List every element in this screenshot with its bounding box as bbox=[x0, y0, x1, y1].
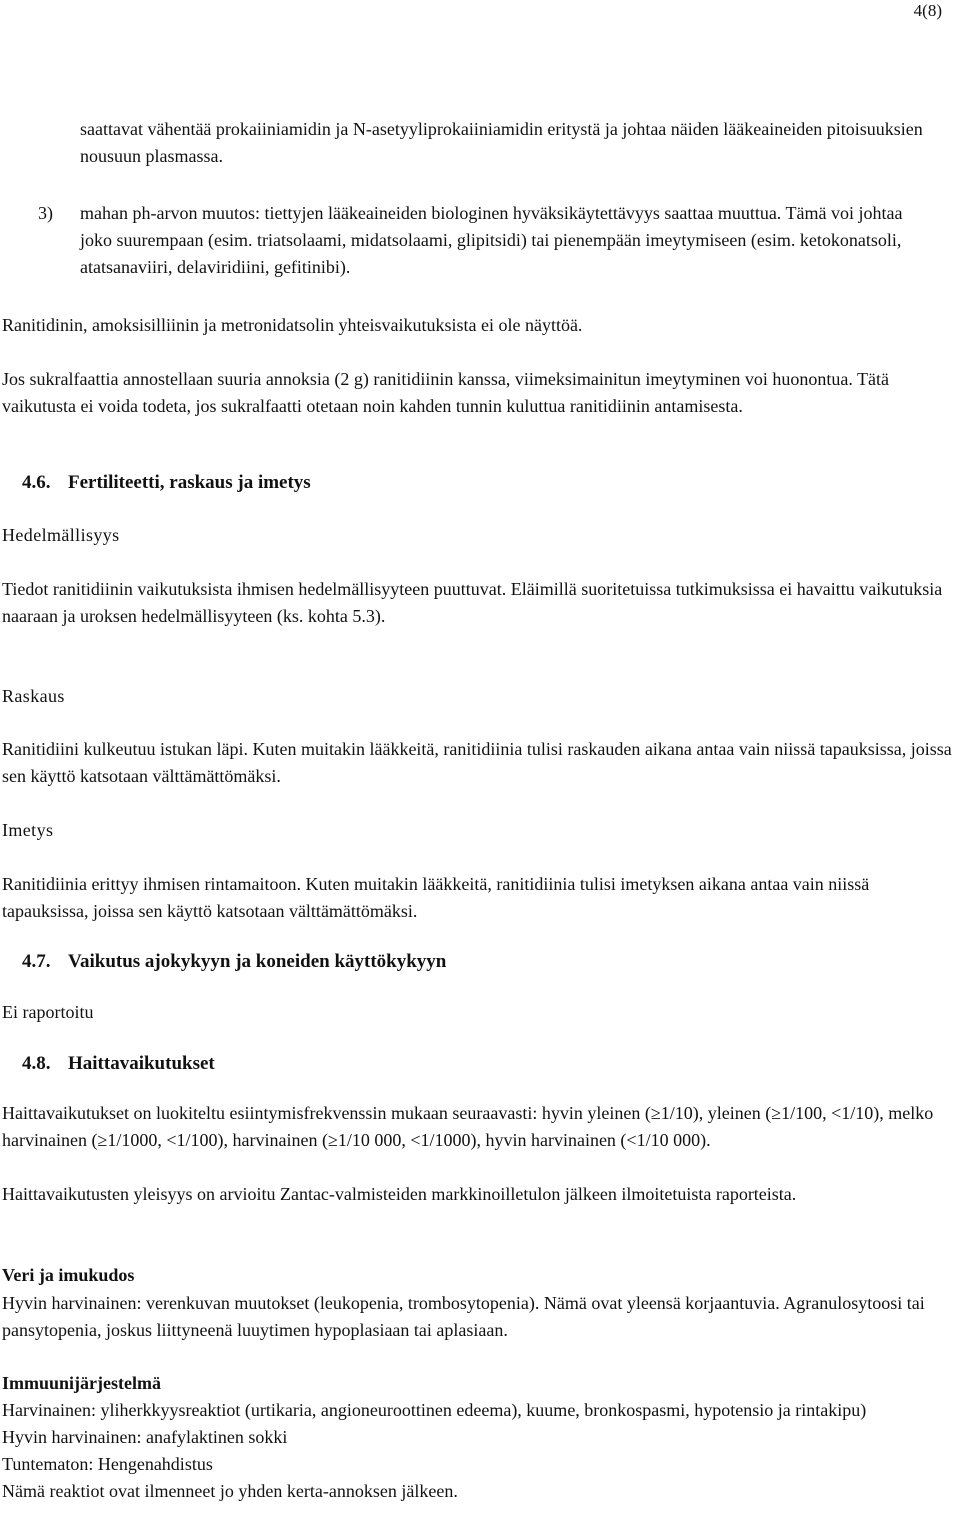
immune-line-1: Harvinainen: yliherkkyysreaktiot (urtikaria, angioneuroottinen edeema), kuume, bronkospasmi, hypotensio ja rintakipu) bbox=[2, 1400, 867, 1420]
paragraph-continuation: saattavat vähentää prokaiiniamidin ja N-asetyyliprokaiiniamidin eritystä ja johtaa näiden lääkeaineiden pitoisuuksien nousuun plasmassa. bbox=[80, 119, 923, 166]
immune-list bbox=[2, 1397, 958, 1505]
immune-line-4: Nämä reaktiot ovat ilmenneet jo yhden kerta-annoksen jälkeen. bbox=[2, 1481, 458, 1501]
item-number: 3) bbox=[38, 203, 53, 223]
section-title: Vaikutus ajokykyyn ja koneiden käyttökykyyn bbox=[68, 951, 447, 972]
paragraph-pregnancy: Ranitidiini kulkeutuu istukan läpi. Kuten muitakin lääkkeitä, ranitidiinia tulisi raskauden aikana antaa vain niissä tapauksissa, joissa sen käyttö katsotaan välttämättömäksi. bbox=[2, 739, 952, 786]
section-title: Haittavaikutukset bbox=[68, 1053, 215, 1074]
page-number: 4(8) bbox=[913, 1, 942, 20]
paragraph-fertility: Tiedot ranitidiinin vaikutuksista ihmisen hedelmällisyyteen puuttuvat. Eläimillä suoritetuissa tutkimuksissa ei havaittu vaikutuksia naaraan ja uroksen hedelmällisyyteen (ks. kohta 5.3). bbox=[2, 579, 943, 626]
subheading-blood: Veri ja imukudos bbox=[2, 1265, 135, 1285]
section-heading-4-6 bbox=[22, 469, 311, 496]
subheading-fertility: Hedelmällisyys bbox=[2, 525, 120, 545]
section-title: Fertiliteetti, raskaus ja imetys bbox=[68, 472, 311, 493]
subheading-lactation: Imetys bbox=[2, 820, 54, 840]
section-heading-4-8 bbox=[22, 1050, 215, 1077]
paragraph-not-reported: Ei raportoitu bbox=[2, 1002, 94, 1022]
paragraph-interactions: Ranitidinin, amoksisilliinin ja metronidatsolin yhteisvaikutuksista ei ole näyttöä. bbox=[2, 315, 583, 335]
paragraph-blood: Hyvin harvinainen: verenkuvan muutokset (leukopenia, trombosytopenia). Nämä ovat yleensä korjaantuvia. Agranulosytoosi tai pansytopenia, joskus liittyneenä luuytimen hypoplasiaan tai aplasiaan. bbox=[2, 1293, 925, 1340]
section-number: 4.7. bbox=[22, 951, 51, 972]
subheading-immune: Immuunijärjestelmä bbox=[2, 1373, 161, 1393]
paragraph-sucralfate: Jos sukralfaattia annostellaan suuria annoksia (2 g) ranitidiinin kanssa, viimeksimainitun imeytyminen voi huonontua. Tätä vaikutusta ei voida todeta, jos sukralfaatti otetaan noin kahden tunnin kuluttua ranitidiinin antamisesta. bbox=[2, 369, 889, 416]
immune-line-3: Tuntematon: Hengenahdistus bbox=[2, 1454, 213, 1474]
paragraph-frequency-source: Haittavaikutusten yleisyys on arvioitu Zantac-valmisteiden markkinoilletulon jälkeen ilmoitetuista raporteista. bbox=[2, 1184, 797, 1204]
section-number: 4.6. bbox=[22, 472, 51, 493]
paragraph-lactation: Ranitidiinia erittyy ihmisen rintamaitoon. Kuten muitakin lääkkeitä, ranitidiinia tulisi imetyksen aikana antaa vain niissä tapauksissa, joissa sen käyttö katsotaan välttämättömäksi. bbox=[2, 874, 870, 921]
item-text: mahan ph-arvon muutos: tiettyjen lääkeaineiden biologinen hyväksikäytettävyys saattaa muuttua. Tämä voi johtaa joko suurempaan (esim. triatsolaami, midatsolaami, glipitsidi) tai pienempään imeytymiseen (esim. ketokonatsoli, atatsanaviiri, delaviridiini, gefitinibi). bbox=[80, 203, 903, 277]
subheading-pregnancy: Raskaus bbox=[2, 686, 65, 706]
immune-line-2: Hyvin harvinainen: anafylaktinen sokki bbox=[2, 1427, 288, 1447]
paragraph-frequency: Haittavaikutukset on luokiteltu esiintymisfrekvenssin mukaan seuraavasti: hyvin yleinen (≥1/10), yleinen (≥1/100, <1/10), melko harvinainen (≥1/1000, <1/100), harvinainen (≥1/10 000, <1/1000), hyvin harvinainen (<1/10 000). bbox=[2, 1103, 934, 1150]
section-number: 4.8. bbox=[22, 1053, 51, 1074]
section-heading-4-7 bbox=[22, 948, 446, 975]
